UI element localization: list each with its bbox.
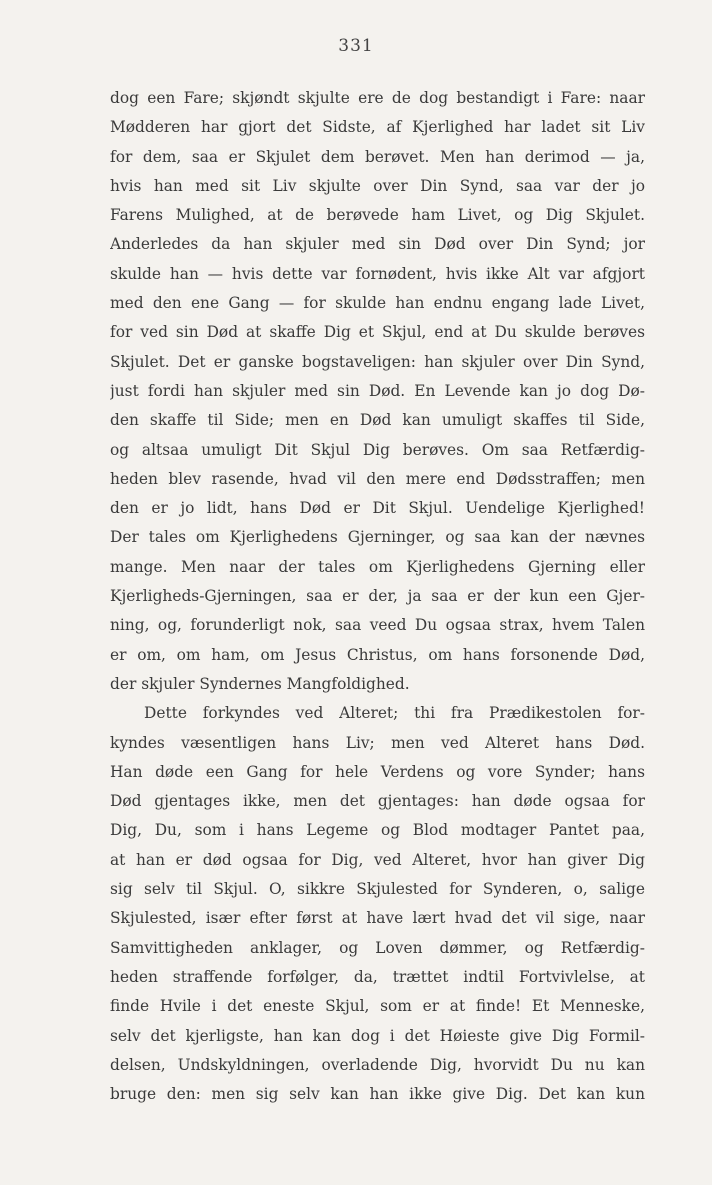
text-line: ning, og, forunderligt nok, saa veed Du ogsaa strax, hvem Talen <box>110 616 645 635</box>
text-line: den er jo lidt, hans Død er Dit Skjul. Uendelige Kjerlighed! <box>110 499 645 518</box>
text-line: Der tales om Kjerlighedens Gjerninger, og saa kan der nævnes <box>110 528 645 547</box>
text-line: dog een Fare; skjøndt skjulte ere de dog bestandigt i Fare: naar <box>110 89 645 107</box>
text-line: Mødderen har gjort det Sidste, af Kjerlighed har ladet sit Liv <box>110 118 645 137</box>
text-line: selv det kjerligste, han kan dog i det Høieste give Dig Formil- <box>110 1026 645 1045</box>
text-line: kyndes væsentligen hans Liv; men ved Alteret hans Død. <box>110 733 645 752</box>
text-line: delsen, Undskyldningen, overladende Dig, hvorvidt Du nu kan <box>110 1055 645 1074</box>
text-line: Samvittigheden anklager, og Loven dømmer, og Retfærdig- <box>110 938 645 957</box>
text-line: mange. Men naar der tales om Kjerlighedens Gjerning eller <box>110 557 645 576</box>
text-line: Dette forkyndes ved Alteret; thi fra Prædikestolen for- <box>144 704 645 723</box>
text-line: for dem, saa er Skjulet dem berøvet. Men han derimod — ja, <box>110 147 645 166</box>
text-line: skulde han — hvis dette var fornødent, hvis ikke Alt var afgjort <box>110 264 645 283</box>
text-line: at han er død ogsaa for Dig, ved Alteret, hvor han giver Dig <box>110 850 645 869</box>
text-line: finde Hvile i det eneste Skjul, som er at finde! Et Menneske, <box>110 997 645 1016</box>
text-line: der skjuler Syndernes Mangfoldighed. <box>110 674 410 693</box>
text-line: den skaffe til Side; men en Død kan umuligt skaffes til Side, <box>110 411 645 430</box>
page-number: 331 <box>338 36 374 56</box>
text-line: Farens Mulighed, at de berøvede ham Livet, og Dig Skjulet. <box>110 206 645 225</box>
paragraph-2 <box>110 699 645 1109</box>
text-line: er om, om ham, om Jesus Christus, om hans forsonende Død, <box>110 645 645 664</box>
text-line: Dig, Du, som i hans Legeme og Blod modtager Pantet paa, <box>110 821 645 840</box>
text-line: Skjulet. Det er ganske bogstaveligen: han skjuler over Din Synd, <box>110 352 645 371</box>
text-line: heden blev rasende, hvad vil den mere end Dødsstraffen; men <box>110 469 645 488</box>
text-line: Død gjentages ikke, men det gjentages: han døde ogsaa for <box>110 792 645 811</box>
text-line: og altsaa umuligt Dit Skjul Dig berøves. Om saa Retfærdig- <box>110 440 645 459</box>
text-line: just fordi han skjuler med sin Død. En Levende kan jo dog Dø- <box>110 381 645 400</box>
text-line: Han døde een Gang for hele Verdens og vore Synder; hans <box>110 762 645 781</box>
body-text <box>110 84 645 1109</box>
text-line: Skjulested, især efter først at have lært hvad det vil sige, naar <box>110 909 645 928</box>
text-line: hvis han med sit Liv skjulte over Din Synd, saa var der jo <box>110 176 645 195</box>
text-line: bruge den: men sig selv kan han ikke give Dig. Det kan kun <box>110 1085 645 1104</box>
text-line: for ved sin Død at skaffe Dig et Skjul, end at Du skulde berøves <box>110 323 645 342</box>
text-line: heden straffende forfølger, da, trættet indtil Fortvivlelse, at <box>110 967 645 986</box>
text-line: Anderledes da han skjuler med sin Død over Din Synd; jor <box>110 235 645 254</box>
paragraph-1 <box>110 84 645 699</box>
text-line: Kjerligheds-Gjerningen, saa er der, ja saa er der kun een Gjer- <box>110 587 645 606</box>
text-line: med den ene Gang — for skulde han endnu engang lade Livet, <box>110 294 645 313</box>
text-line: sig selv til Skjul. O, sikkre Skjulested for Synderen, o, salige <box>110 880 645 899</box>
